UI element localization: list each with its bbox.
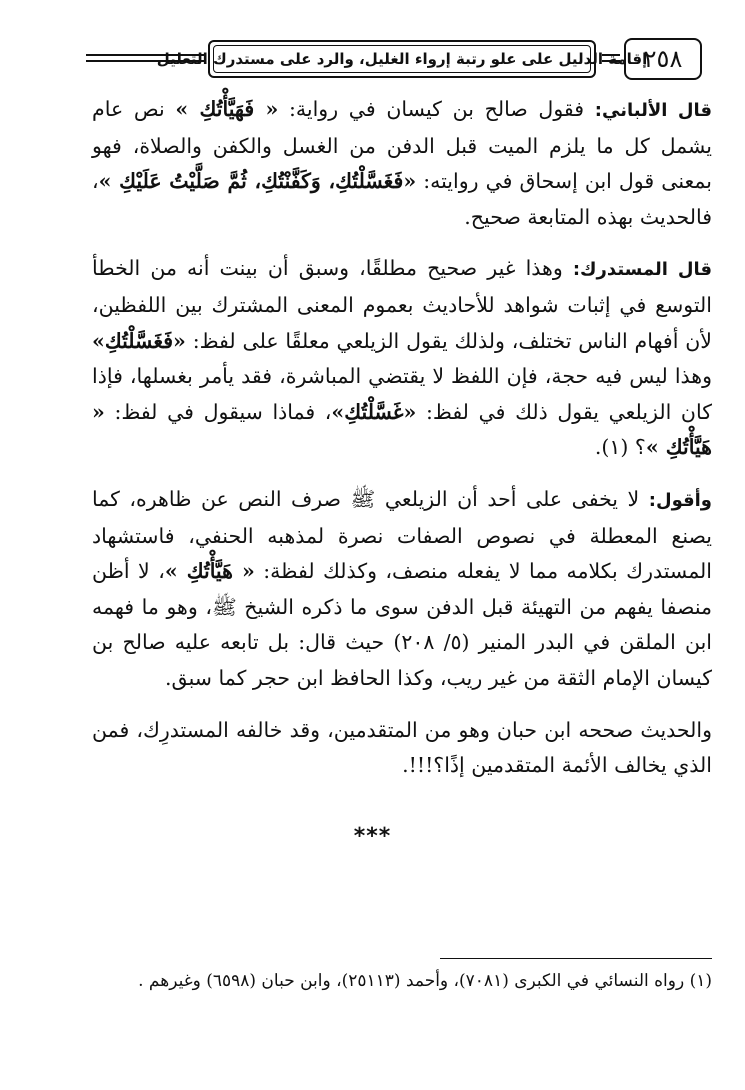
footnote-rule xyxy=(440,958,712,959)
quoted-phrase: «فَغَسَّلْتُكِ، وَكَفَّنْتُكِ، ثُمَّ صَلَّيْتُ عَلَيْكِ » xyxy=(98,169,417,194)
paragraph-text: ، فماذا سيقول في لفظ: xyxy=(104,399,332,424)
quoted-phrase: « هَيَّأْتُكِ » xyxy=(92,399,712,460)
section-separator: *** xyxy=(353,824,392,849)
speaker-label: قال المستدرك: xyxy=(572,259,712,281)
speaker-label: قال الألباني: xyxy=(594,100,713,121)
quoted-phrase: «غَسَّلْتُكِ» xyxy=(331,399,417,424)
quoted-phrase: «فَغَسَّلْتُكِ» xyxy=(92,328,186,353)
page-number-box xyxy=(624,38,702,80)
paragraph-text: فقول صالح بن كيسان في رواية: xyxy=(278,97,595,121)
page-header xyxy=(86,36,714,86)
page-number: ٢٥٨ xyxy=(643,45,683,73)
paragraph-text: ؟ (١). xyxy=(594,435,646,460)
page-body xyxy=(92,92,712,800)
paragraph-text: ، فالحديث بهذه المتابعة صحيح. xyxy=(92,169,712,229)
header-rule xyxy=(602,60,620,62)
paragraph xyxy=(92,713,712,784)
running-title-box xyxy=(156,40,648,78)
paragraph-text: وهذا ليس فيه حجة، فإن اللفظ لا يقتضي المباشرة، فقد يأمر بغسلها، فإذا كان الزيلعي يقول ذلك في لفظ: xyxy=(92,364,712,424)
paragraph xyxy=(92,92,712,235)
quoted-phrase: « هَيَّأْتُكِ » xyxy=(164,559,255,584)
speaker-label: وأقول: xyxy=(648,489,712,511)
header-rule xyxy=(602,54,620,56)
paragraph-text: لا يخفى على أحد أن الزيلعي ﷺ صرف النص عن ظاهره، كما يصنع المعطلة في نصوص الصفات نصرة لمذهبه الحنفي، فاستشهاد المستدرك بكلامه مما لا يفعله منصف، وكذلك لفظة: xyxy=(92,486,712,584)
paragraph-text: والحديث صححه ابن حبان وهو من المتقدمين، وقد خالفه المستدرِك، فمن الذي يخالف الأئمة المتقدمين إذًا؟!!!. xyxy=(92,717,712,778)
paragraph-text: نص عام يشمل كل ما يلزم الميت قبل الدفن من الغسل والكفن والصلاة، فهو بمعنى قول ابن إسحاق في روايته: xyxy=(92,97,712,194)
paragraph-text: ، لا أظن منصفا يفهم من التهيئة قبل الدفن سوى ما ذكره الشيخ ﷺ، وهو ما فهمه ابن الملقن في البدر المنير (٥/ ٢٠٨) حيث قال: بل تابعه عليه صالح بن كيسان الإمام الثقة من غير ريب، وكذا الحافظ ابن حجر كما سبق. xyxy=(92,559,713,690)
paragraph xyxy=(92,482,712,697)
footnote: (١) رواه النسائي في الكبرى (٧٠٨١)، وأحمد (٢٥١١٣)، وابن حبان (٦٥٩٨) وغيرهم . xyxy=(138,971,712,991)
quoted-phrase: « فَهَيَّأْتُكِ » xyxy=(175,97,279,121)
paragraph-text: وهذا غير صحيح مطلقًا، وسبق أن بينت أنه من الخطأ التوسع في إثبات شواهد للأحاديث بعموم المعنى المشترك بين اللفظين، لأن أفهام الناس تختلف، ولذلك يقول الزيلعي معلقًا على لفظ: xyxy=(92,256,712,353)
paragraph xyxy=(92,251,712,466)
running-title: إقامة الدليل على علو رتبة إرواء الغليل، والرد على مستدرك التعليل xyxy=(156,50,648,68)
